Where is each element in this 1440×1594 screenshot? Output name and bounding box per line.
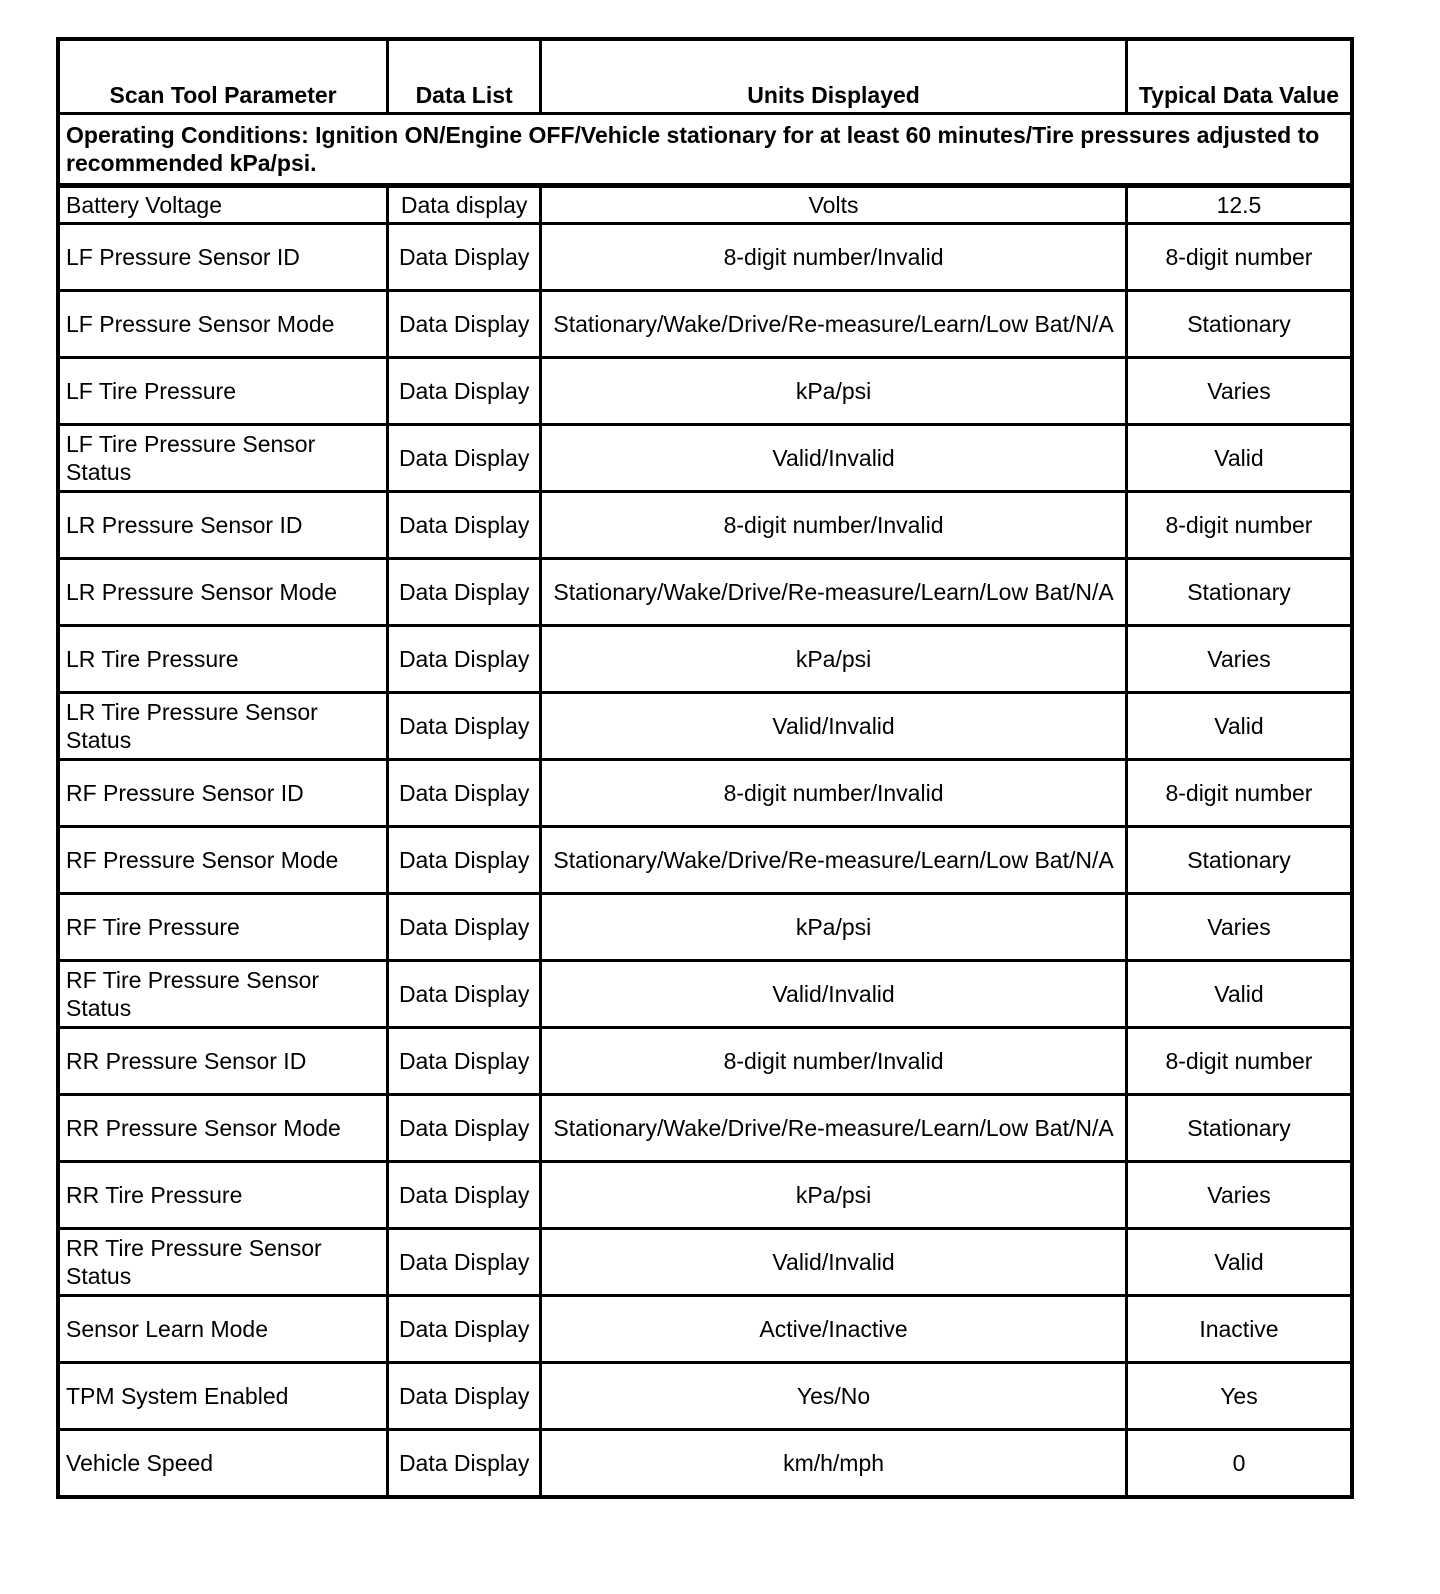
cell-data-list: Data Display [388, 961, 541, 1028]
cell-typical-value: Yes [1126, 1363, 1352, 1430]
cell-data-list: Data Display [388, 358, 541, 425]
cell-parameter: LF Pressure Sensor ID [58, 224, 388, 291]
cell-units: Stationary/Wake/Drive/Re-measure/Learn/Low Bat/N/A [541, 827, 1127, 894]
cell-parameter: LF Tire Pressure Sensor Status [58, 425, 388, 492]
cell-parameter: Battery Voltage [58, 186, 388, 224]
cell-parameter: LR Tire Pressure [58, 626, 388, 693]
table-row [58, 961, 1352, 1028]
cell-data-list: Data display [388, 186, 541, 224]
cell-units: Valid/Invalid [541, 1229, 1127, 1296]
table-row [58, 1229, 1352, 1296]
cell-typical-value: 8-digit number [1126, 1028, 1352, 1095]
cell-parameter: RF Pressure Sensor Mode [58, 827, 388, 894]
table-row [58, 224, 1352, 291]
table-row [58, 358, 1352, 425]
cell-data-list: Data Display [388, 827, 541, 894]
cell-typical-value: Valid [1126, 425, 1352, 492]
table-row [58, 626, 1352, 693]
operating-conditions: Operating Conditions: Ignition ON/Engine OFF/Vehicle stationary for at least 60 minutes/Tire pressures adjusted to recommended kPa/psi. [58, 114, 1352, 186]
cell-data-list: Data Display [388, 1296, 541, 1363]
header-data-list: Data List [388, 39, 541, 114]
cell-units: 8-digit number/Invalid [541, 224, 1127, 291]
cell-data-list: Data Display [388, 1229, 541, 1296]
cell-typical-value: Stationary [1126, 1095, 1352, 1162]
cell-data-list: Data Display [388, 760, 541, 827]
cell-data-list: Data Display [388, 224, 541, 291]
table-row [58, 1095, 1352, 1162]
cell-parameter: Sensor Learn Mode [58, 1296, 388, 1363]
cell-typical-value: Stationary [1126, 827, 1352, 894]
cell-parameter: LR Tire Pressure Sensor Status [58, 693, 388, 760]
cell-parameter: Vehicle Speed [58, 1430, 388, 1498]
cell-units: Valid/Invalid [541, 961, 1127, 1028]
cell-parameter: TPM System Enabled [58, 1363, 388, 1430]
cell-data-list: Data Display [388, 1430, 541, 1498]
cell-parameter: RR Pressure Sensor Mode [58, 1095, 388, 1162]
cell-data-list: Data Display [388, 1162, 541, 1229]
cell-units: Active/Inactive [541, 1296, 1127, 1363]
cell-typical-value: Stationary [1126, 559, 1352, 626]
cell-units: 8-digit number/Invalid [541, 760, 1127, 827]
cell-data-list: Data Display [388, 425, 541, 492]
scan-tool-data-table [56, 37, 1354, 1499]
cell-units: kPa/psi [541, 894, 1127, 961]
cell-parameter: LF Pressure Sensor Mode [58, 291, 388, 358]
cell-typical-value: Valid [1126, 1229, 1352, 1296]
cell-units: kPa/psi [541, 626, 1127, 693]
cell-typical-value: 12.5 [1126, 186, 1352, 224]
header-typical-value: Typical Data Value [1126, 39, 1352, 114]
cell-parameter: LR Pressure Sensor ID [58, 492, 388, 559]
cell-typical-value: Varies [1126, 358, 1352, 425]
cell-typical-value: Varies [1126, 626, 1352, 693]
header-row [58, 39, 1352, 114]
table-row [58, 827, 1352, 894]
table-row [58, 1296, 1352, 1363]
table-row [58, 1430, 1352, 1498]
cell-data-list: Data Display [388, 1028, 541, 1095]
cell-units: Valid/Invalid [541, 693, 1127, 760]
table-row [58, 425, 1352, 492]
header-parameter: Scan Tool Parameter [58, 39, 388, 114]
cell-data-list: Data Display [388, 1363, 541, 1430]
cell-units: Volts [541, 186, 1127, 224]
cell-parameter: RR Tire Pressure Sensor Status [58, 1229, 388, 1296]
cell-units: Yes/No [541, 1363, 1127, 1430]
table-row [58, 1028, 1352, 1095]
cell-units: 8-digit number/Invalid [541, 1028, 1127, 1095]
operating-conditions-row [58, 114, 1352, 186]
table-row [58, 1363, 1352, 1430]
cell-parameter: RF Tire Pressure Sensor Status [58, 961, 388, 1028]
cell-typical-value: 0 [1126, 1430, 1352, 1498]
cell-parameter: RR Pressure Sensor ID [58, 1028, 388, 1095]
cell-typical-value: Inactive [1126, 1296, 1352, 1363]
cell-units: Stationary/Wake/Drive/Re-measure/Learn/Low Bat/N/A [541, 1095, 1127, 1162]
table-row [58, 1162, 1352, 1229]
table-row [58, 186, 1352, 224]
table-row [58, 559, 1352, 626]
table-row [58, 894, 1352, 961]
table-row [58, 693, 1352, 760]
cell-data-list: Data Display [388, 291, 541, 358]
cell-units: kPa/psi [541, 1162, 1127, 1229]
cell-data-list: Data Display [388, 894, 541, 961]
cell-units: km/h/mph [541, 1430, 1127, 1498]
cell-typical-value: Varies [1126, 1162, 1352, 1229]
table-row [58, 291, 1352, 358]
cell-units: Stationary/Wake/Drive/Re-measure/Learn/Low Bat/N/A [541, 559, 1127, 626]
cell-parameter: LF Tire Pressure [58, 358, 388, 425]
cell-units: Stationary/Wake/Drive/Re-measure/Learn/Low Bat/N/A [541, 291, 1127, 358]
cell-data-list: Data Display [388, 559, 541, 626]
header-units: Units Displayed [541, 39, 1127, 114]
cell-data-list: Data Display [388, 693, 541, 760]
cell-typical-value: Valid [1126, 961, 1352, 1028]
cell-parameter: RF Tire Pressure [58, 894, 388, 961]
cell-parameter: LR Pressure Sensor Mode [58, 559, 388, 626]
cell-typical-value: Varies [1126, 894, 1352, 961]
table-row [58, 760, 1352, 827]
cell-parameter: RF Pressure Sensor ID [58, 760, 388, 827]
cell-typical-value: 8-digit number [1126, 492, 1352, 559]
cell-units: kPa/psi [541, 358, 1127, 425]
cell-typical-value: 8-digit number [1126, 760, 1352, 827]
table-row [58, 492, 1352, 559]
cell-parameter: RR Tire Pressure [58, 1162, 388, 1229]
cell-typical-value: Valid [1126, 693, 1352, 760]
cell-units: 8-digit number/Invalid [541, 492, 1127, 559]
cell-data-list: Data Display [388, 1095, 541, 1162]
cell-typical-value: Stationary [1126, 291, 1352, 358]
cell-typical-value: 8-digit number [1126, 224, 1352, 291]
cell-units: Valid/Invalid [541, 425, 1127, 492]
cell-data-list: Data Display [388, 626, 541, 693]
cell-data-list: Data Display [388, 492, 541, 559]
